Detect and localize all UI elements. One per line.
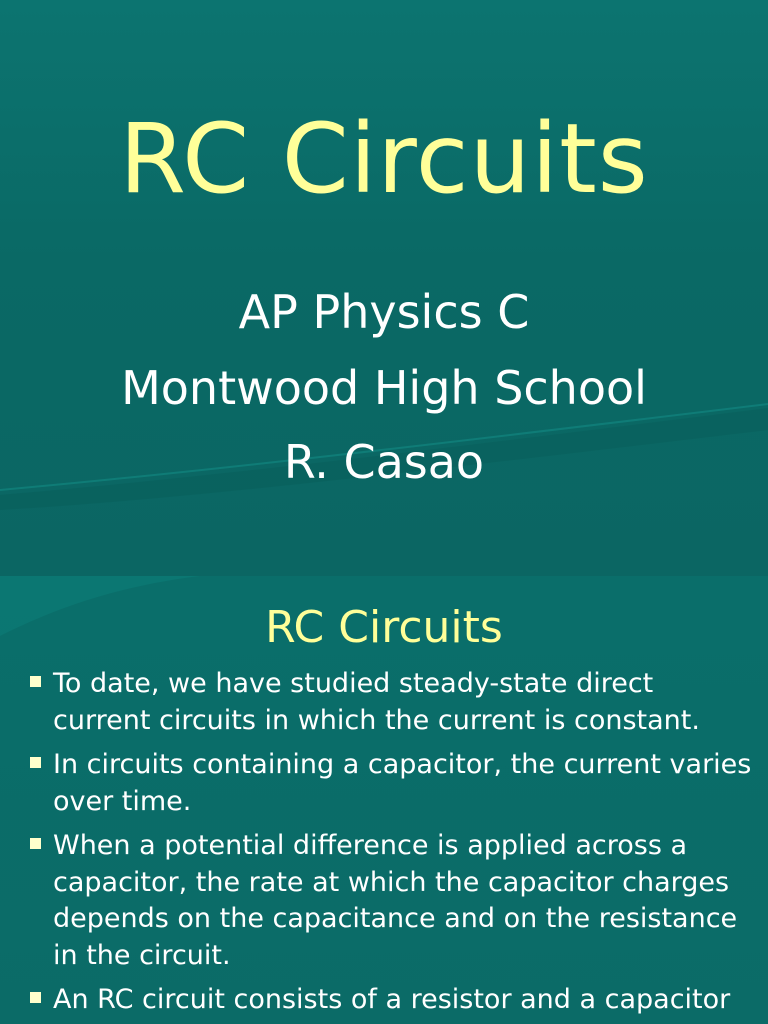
bullet-text: An RC circuit consists of a resistor and a capacitor: [53, 984, 731, 1015]
square-bullet-icon: [30, 676, 41, 687]
subtitle-course: AP Physics C: [238, 285, 530, 339]
bullet-item: [28, 666, 752, 739]
subtitle-author: R. Casao: [283, 435, 485, 489]
content-slide: [0, 576, 768, 1024]
bullet-item: [28, 982, 752, 1019]
bullet-text: When a potential difference is applied across a capacitor, the rate at which the capacitor charges depends on the capacitance and on the resistance in the circuit.: [53, 830, 738, 971]
bullet-list: [28, 666, 752, 1024]
square-bullet-icon: [30, 838, 41, 849]
square-bullet-icon: [30, 992, 41, 1003]
bullet-text: In circuits containing a capacitor, the current varies over time.: [53, 749, 752, 817]
bullet-text: To date, we have studied steady-state direct current circuits in which the current is constant.: [53, 668, 700, 736]
bullet-item: [28, 747, 752, 820]
square-bullet-icon: [30, 757, 41, 768]
bullet-item: [28, 828, 752, 974]
slide-title: RC Circuits: [265, 602, 503, 653]
subtitle-school: Montwood High School: [121, 361, 647, 415]
slide-title: RC Circuits: [119, 103, 649, 215]
